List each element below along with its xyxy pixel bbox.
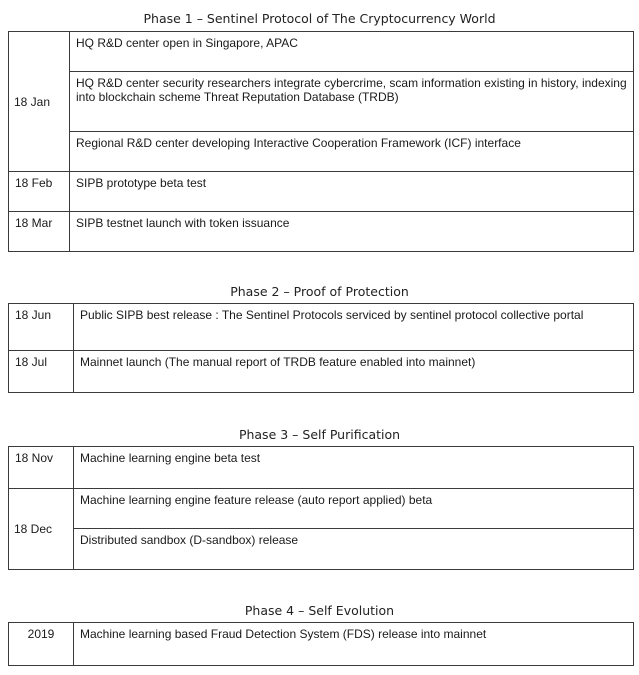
table-row xyxy=(9,72,634,132)
date-cell: 18 Dec xyxy=(9,489,74,570)
phase-2-title: Phase 2 – Proof of Protection xyxy=(230,284,409,299)
milestone-cell: HQ R&D center open in Singapore, APAC xyxy=(70,32,634,72)
table-row xyxy=(9,304,634,351)
phase-1-title: Phase 1 – Sentinel Protocol of The Cryptocurrency World xyxy=(143,11,496,26)
table-row xyxy=(9,172,634,212)
table-row xyxy=(9,623,634,666)
table-row xyxy=(9,351,634,393)
date-cell: 18 Mar xyxy=(9,212,70,252)
milestone-cell: Mainnet launch (The manual report of TRDB feature enabled into mainnet) xyxy=(74,351,634,393)
milestone-cell: SIPB prototype beta test xyxy=(70,172,634,212)
milestone-cell: Distributed sandbox (D-sandbox) release xyxy=(74,529,634,570)
date-cell: 18 Jul xyxy=(9,351,74,393)
milestone-cell: Machine learning based Fraud Detection System (FDS) release into mainnet xyxy=(74,623,634,666)
milestone-cell: HQ R&D center security researchers integrate cybercrime, scam information existing in history, indexing into blockchain scheme Threat Reputation Database (TRDB) xyxy=(70,72,634,132)
milestone-cell: Regional R&D center developing Interactive Cooperation Framework (ICF) interface xyxy=(70,132,634,172)
phase-4-title: Phase 4 – Self Evolution xyxy=(244,603,395,618)
milestone-cell: Machine learning engine beta test xyxy=(74,447,634,489)
phase-3-title: Phase 3 – Self Purification xyxy=(238,427,401,442)
phase-4-table xyxy=(8,622,634,666)
table-row xyxy=(9,32,634,72)
table-row xyxy=(9,212,634,252)
table-row xyxy=(9,132,634,172)
table-row xyxy=(9,489,634,529)
date-cell: 18 Jun xyxy=(9,304,74,351)
phase-2-table xyxy=(8,303,634,393)
milestone-cell: Machine learning engine feature release (auto report applied) beta xyxy=(74,489,634,529)
table-row xyxy=(9,447,634,489)
table-row xyxy=(9,529,634,570)
date-cell: 18 Feb xyxy=(9,172,70,212)
milestone-cell: Public SIPB best release : The Sentinel Protocols serviced by sentinel protocol collective portal xyxy=(74,304,634,351)
date-cell: 18 Jan xyxy=(9,32,70,172)
date-cell: 2019 xyxy=(9,623,74,666)
milestone-cell: SIPB testnet launch with token issuance xyxy=(70,212,634,252)
phase-1-table xyxy=(8,31,634,252)
phase-3-table xyxy=(8,446,634,570)
date-cell: 18 Nov xyxy=(9,447,74,489)
